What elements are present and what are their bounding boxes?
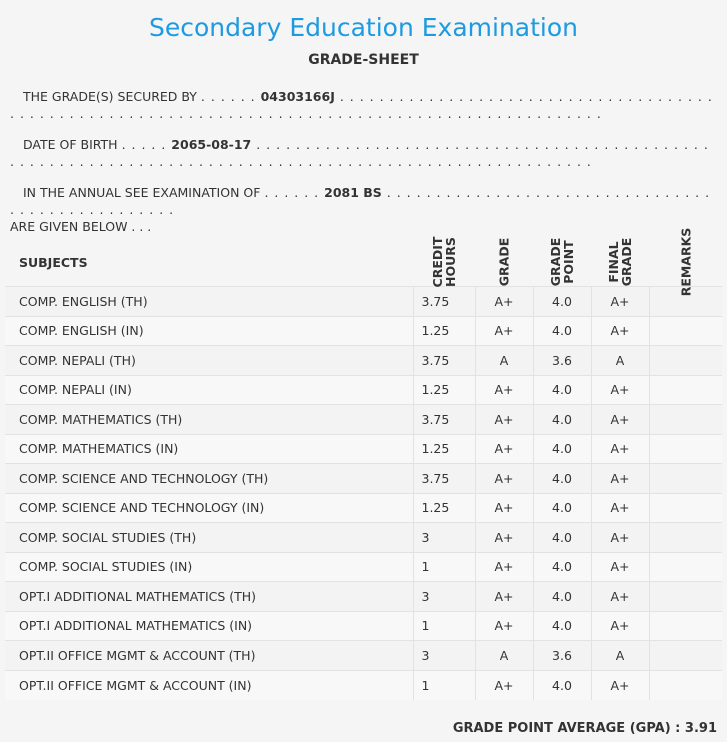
remarks-cell	[649, 464, 722, 494]
final-grade-cell: A+	[591, 434, 649, 464]
subject-cell: COMP. ENGLISH (IN)	[5, 316, 413, 346]
final-grade-cell: A+	[591, 493, 649, 523]
table-row	[5, 375, 722, 405]
table-row	[5, 611, 722, 641]
credit-hours-cell: 1	[413, 552, 475, 582]
final-grade-cell: A+	[591, 611, 649, 641]
final-grade-cell: A+	[591, 464, 649, 494]
table-row	[5, 316, 722, 346]
remarks-cell	[649, 493, 722, 523]
dob-value: 2065-08-17	[171, 137, 252, 152]
table-row	[5, 641, 722, 671]
subject-cell: OPT.II OFFICE MGMT & ACCOUNT (TH)	[5, 641, 413, 671]
header-credit-hours: CREDIT HOURS	[413, 238, 475, 287]
table-row	[5, 670, 722, 700]
credit-hours-cell: 3.75	[413, 405, 475, 435]
dob-label: DATE OF BIRTH	[23, 137, 118, 152]
final-grade-cell: A+	[591, 316, 649, 346]
dob-line: DATE OF BIRTH . . . . . 2065-08-17 . . . . . . . . . . . . . . . . . . . . . . . . . . . . . . . . . . . . . . . . . . . . . . . . . . . . . . . . . . . . . . . . . . . . . . . . . . . . . . . . . . . . . . . . . . . . . . . . . . . . . . . . .	[10, 137, 709, 169]
gpa-label: GRADE POINT AVERAGE (GPA) :	[452, 721, 681, 736]
credit-hours-cell: 1.25	[413, 493, 475, 523]
credit-hours-cell: 3.75	[413, 287, 475, 317]
remarks-cell	[649, 346, 722, 376]
given-below-text: ARE GIVEN BELOW . . .	[10, 219, 152, 234]
header-grade: GRADE	[475, 238, 533, 287]
grade-cell: A+	[475, 523, 533, 553]
remarks-cell	[649, 670, 722, 700]
grade-cell: A+	[475, 611, 533, 641]
credit-hours-cell: 1.25	[413, 375, 475, 405]
grade-cell: A	[475, 346, 533, 376]
remarks-cell	[649, 523, 722, 553]
grade-cell: A+	[475, 434, 533, 464]
grade-point-cell: 4.0	[533, 405, 591, 435]
grade-point-cell: 3.6	[533, 641, 591, 671]
subject-cell: OPT.II OFFICE MGMT & ACCOUNT (IN)	[5, 670, 413, 700]
grade-point-cell: 4.0	[533, 670, 591, 700]
exam-label: IN THE ANNUAL SEE EXAMINATION OF	[23, 185, 261, 200]
subject-cell: COMP. ENGLISH (TH)	[5, 287, 413, 317]
header-final-grade: FINAL GRADE	[591, 238, 649, 287]
header-remarks: REMARKS	[649, 238, 722, 287]
grade-cell: A+	[475, 287, 533, 317]
final-grade-cell: A+	[591, 582, 649, 612]
remarks-cell	[649, 552, 722, 582]
subject-cell: COMP. SCIENCE AND TECHNOLOGY (TH)	[5, 464, 413, 494]
exam-line: IN THE ANNUAL SEE EXAMINATION OF . . . . . . 2081 BS . . . . . . . . . . . . . . . . . . . . . . . . . . . . . . . . . . . . . . . . . . . . . . . . . . ARE GIVEN BELOW . . .	[10, 185, 711, 234]
grade-point-cell: 3.6	[533, 346, 591, 376]
subject-cell: COMP. SOCIAL STUDIES (TH)	[5, 523, 413, 553]
table-row	[5, 405, 722, 435]
grade-point-cell: 4.0	[533, 523, 591, 553]
grade-point-cell: 4.0	[533, 611, 591, 641]
grade-cell: A+	[475, 405, 533, 435]
final-grade-cell: A+	[591, 287, 649, 317]
final-grade-cell: A	[591, 641, 649, 671]
final-grade-cell: A+	[591, 405, 649, 435]
remarks-cell	[649, 375, 722, 405]
subject-cell: OPT.I ADDITIONAL MATHEMATICS (IN)	[5, 611, 413, 641]
subject-cell: COMP. MATHEMATICS (IN)	[5, 434, 413, 464]
grade-cell: A	[475, 641, 533, 671]
page-title: Secondary Education Examination	[148, 13, 579, 42]
table-row	[5, 582, 722, 612]
grade-point-cell: 4.0	[533, 582, 591, 612]
grade-cell: A+	[475, 316, 533, 346]
grade-point-cell: 4.0	[533, 434, 591, 464]
credit-hours-cell: 3	[413, 641, 475, 671]
grade-point-cell: 4.0	[533, 316, 591, 346]
credit-hours-cell: 3.75	[413, 464, 475, 494]
table-header-row	[5, 238, 722, 287]
credit-hours-cell: 1.25	[413, 434, 475, 464]
grade-point-cell: 4.0	[533, 464, 591, 494]
table-row	[5, 434, 722, 464]
remarks-cell	[649, 434, 722, 464]
grade-cell: A+	[475, 552, 533, 582]
table-row	[5, 346, 722, 376]
gpa-value: 3.91	[684, 721, 717, 736]
remarks-cell	[649, 405, 722, 435]
table-row	[5, 493, 722, 523]
grade-cell: A+	[475, 375, 533, 405]
secured-by-line: THE GRADE(S) SECURED BY . . . . . . 04303166J . . . . . . . . . . . . . . . . . . . . . . . . . . . . . . . . . . . . . . . . . . . . . . . . . . . . . . . . . . . . . . . . . . . . . . . . . . . . . . . . . . . . . . . . . . . . . . . . . .	[10, 89, 713, 121]
grade-cell: A+	[475, 582, 533, 612]
exam-year: 2081 BS	[324, 185, 382, 200]
subject-cell: COMP. SCIENCE AND TECHNOLOGY (IN)	[5, 493, 413, 523]
grade-cell: A+	[475, 464, 533, 494]
header-subjects: SUBJECTS	[5, 238, 413, 287]
grade-point-cell: 4.0	[533, 493, 591, 523]
header-grade-point: GRADE POINT	[533, 238, 591, 287]
table-row	[5, 464, 722, 494]
credit-hours-cell: 1	[413, 670, 475, 700]
symbol-number: 04303166J	[260, 89, 335, 104]
grade-point-cell: 4.0	[533, 287, 591, 317]
subject-cell: COMP. NEPALI (TH)	[5, 346, 413, 376]
grade-rows	[5, 287, 722, 700]
final-grade-cell: A+	[591, 552, 649, 582]
table-row	[5, 287, 722, 317]
credit-hours-cell: 3	[413, 582, 475, 612]
final-grade-cell: A+	[591, 375, 649, 405]
subject-cell: OPT.I ADDITIONAL MATHEMATICS (TH)	[5, 582, 413, 612]
grade-cell: A+	[475, 670, 533, 700]
grade-point-cell: 4.0	[533, 375, 591, 405]
table-row	[5, 523, 722, 553]
subject-cell: COMP. NEPALI (IN)	[5, 375, 413, 405]
grade-point-cell: 4.0	[533, 552, 591, 582]
subject-cell: COMP. MATHEMATICS (TH)	[5, 405, 413, 435]
table-row	[5, 552, 722, 582]
gpa-line	[453, 721, 717, 736]
final-grade-cell: A+	[591, 523, 649, 553]
remarks-cell	[649, 316, 722, 346]
credit-hours-cell: 3	[413, 523, 475, 553]
grade-table	[5, 227, 722, 700]
secured-by-label: THE GRADE(S) SECURED BY	[23, 89, 197, 104]
grade-sheet-heading: GRADE-SHEET	[308, 52, 419, 68]
grade-cell: A+	[475, 493, 533, 523]
subject-cell: COMP. SOCIAL STUDIES (IN)	[5, 552, 413, 582]
final-grade-cell: A	[591, 346, 649, 376]
credit-hours-cell: 1.25	[413, 316, 475, 346]
final-grade-cell: A+	[591, 670, 649, 700]
credit-hours-cell: 3.75	[413, 346, 475, 376]
remarks-cell	[649, 582, 722, 612]
remarks-cell	[649, 611, 722, 641]
remarks-cell	[649, 641, 722, 671]
credit-hours-cell: 1	[413, 611, 475, 641]
